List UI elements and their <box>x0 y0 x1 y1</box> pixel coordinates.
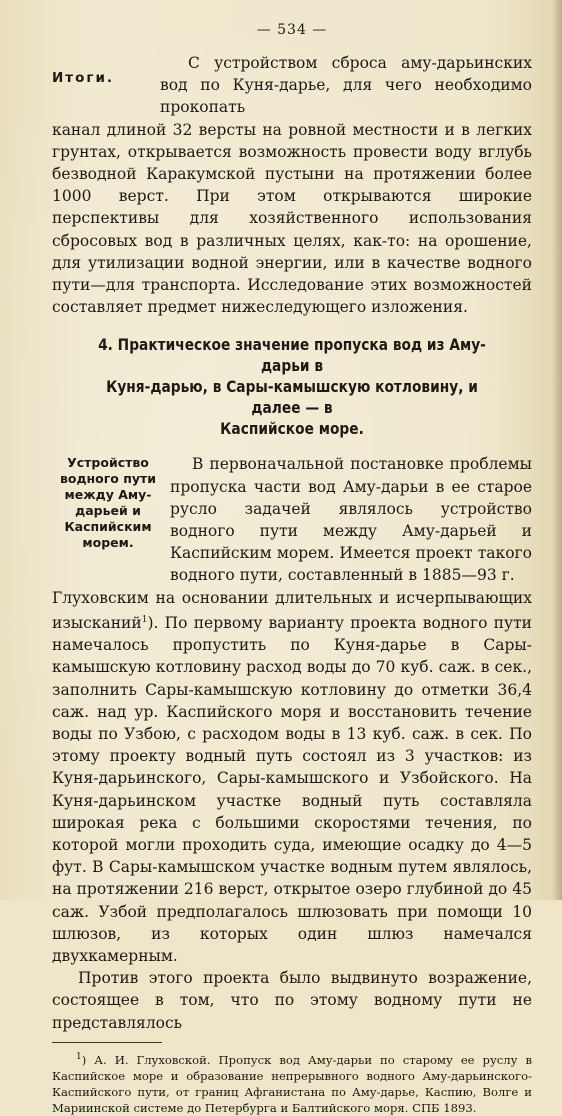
section-title-line-2: Куня-дарью, в Сары-камышскую котловину, и далее — в <box>106 377 478 418</box>
page-edge-shadow <box>552 0 562 900</box>
footnote-divider <box>52 1042 162 1043</box>
page-number: — 534 — <box>256 22 328 38</box>
ustroistvo-block <box>52 453 532 586</box>
footnote <box>52 1049 532 1116</box>
ustroistvo-side-text-content: В первоначальной постановке проблемы пропуска части вод Аму-дарьи в ее старое русло задачей являлось устройство водного пути между Аму-дарьей и Каспийским морем. Имеется проект такого водного пути, составленный в 1885—93 г. <box>170 455 532 585</box>
last-paragraph: Против этого проекта было выдвинуто возражение, состоящее в том, что по этому водному пути не представлялось <box>52 969 532 1032</box>
ustroistvo-paragraph <box>52 587 532 968</box>
footnote-text: ) А. И. Глуховской. Пропуск вод Аму-дарьи по старому ее руслу в Каспийское море и образование непрерывного водного Аму-дарьинского-Каспийского пути, от границ Афганистана по Аму-дарье, Каспию, Волге и Мариинской системе до Петербурга и Балтийского моря. СПБ 1893. <box>52 1052 532 1115</box>
section-title <box>86 334 499 439</box>
margin-heading-ustroistvo: Устройство водного пути между Аму-дарьей и Каспийским морем. <box>59 455 157 551</box>
section-title-line-3: Каспийское море. <box>220 419 364 439</box>
itogi-side-text <box>160 52 532 119</box>
ustroistvo-side-text <box>164 453 532 586</box>
margin-heading-itogi: Итоги. <box>52 70 115 86</box>
itogi-paragraph: канал длиной 32 версты на ровной местности и в легких грунтах, открывается возможность провести воду вглубь безводной Каракумской пустыни на протяжении более 1000 верст. При этом открываются широкие перспективы для хозяйственного использования сбросовых вод в различных целях, как-то: на орошение, для утилизации водной энергии, или в качестве водного пути—для транспорта. Исследование этих возможностей составляет предмет нижеследующего изложения. <box>52 120 532 317</box>
itogi-side-text-content: С устройством сброса аму-дарьинских вод по Куня-дарье, для чего необходимо прокопать <box>160 54 532 117</box>
footnote-marker: 1 <box>76 1051 82 1062</box>
footnote-reference[interactable]: 1 <box>141 614 148 625</box>
section-title-line-1: 4. Практическое значение пропуска вод из Аму-дарьи в <box>98 335 486 376</box>
ustroistvo-text-before-ref: Глуховским на основании длительных и исчерпывающих изысканий <box>52 588 532 633</box>
itogi-block <box>52 52 532 119</box>
ustroistvo-text-after-ref: ). По первому варианту проекта водного пути намечалось пропустить по Куня-дарье в Сары-камышскую котловину расход воды до 70 куб. саж. в сек., заполнить Сары-камышскую котловину до отметки 36,4 саж. над ур. Каспийского моря и восстановить течение воды по Узбою, с расходом воды в 13 куб. саж. в сек. По этому проекту водный путь состоял из 3 участков: из Куня-дарьинского, Сары-камышского и Узбойского. На Куня-дарьинском участке водный путь составляла широкая река с большими скоростями течения, по которой могли проходить суда, имеющие осадку до 4—5 фут. В Сары-камышском участке водным путем являлось, на протяжении 216 верст, открытое озеро глубиной до 45 саж. Узбой предполагалось шлюзовать при помощи 10 шлюзов, из которых один шлюз намечался двухкамерным. <box>52 614 532 966</box>
